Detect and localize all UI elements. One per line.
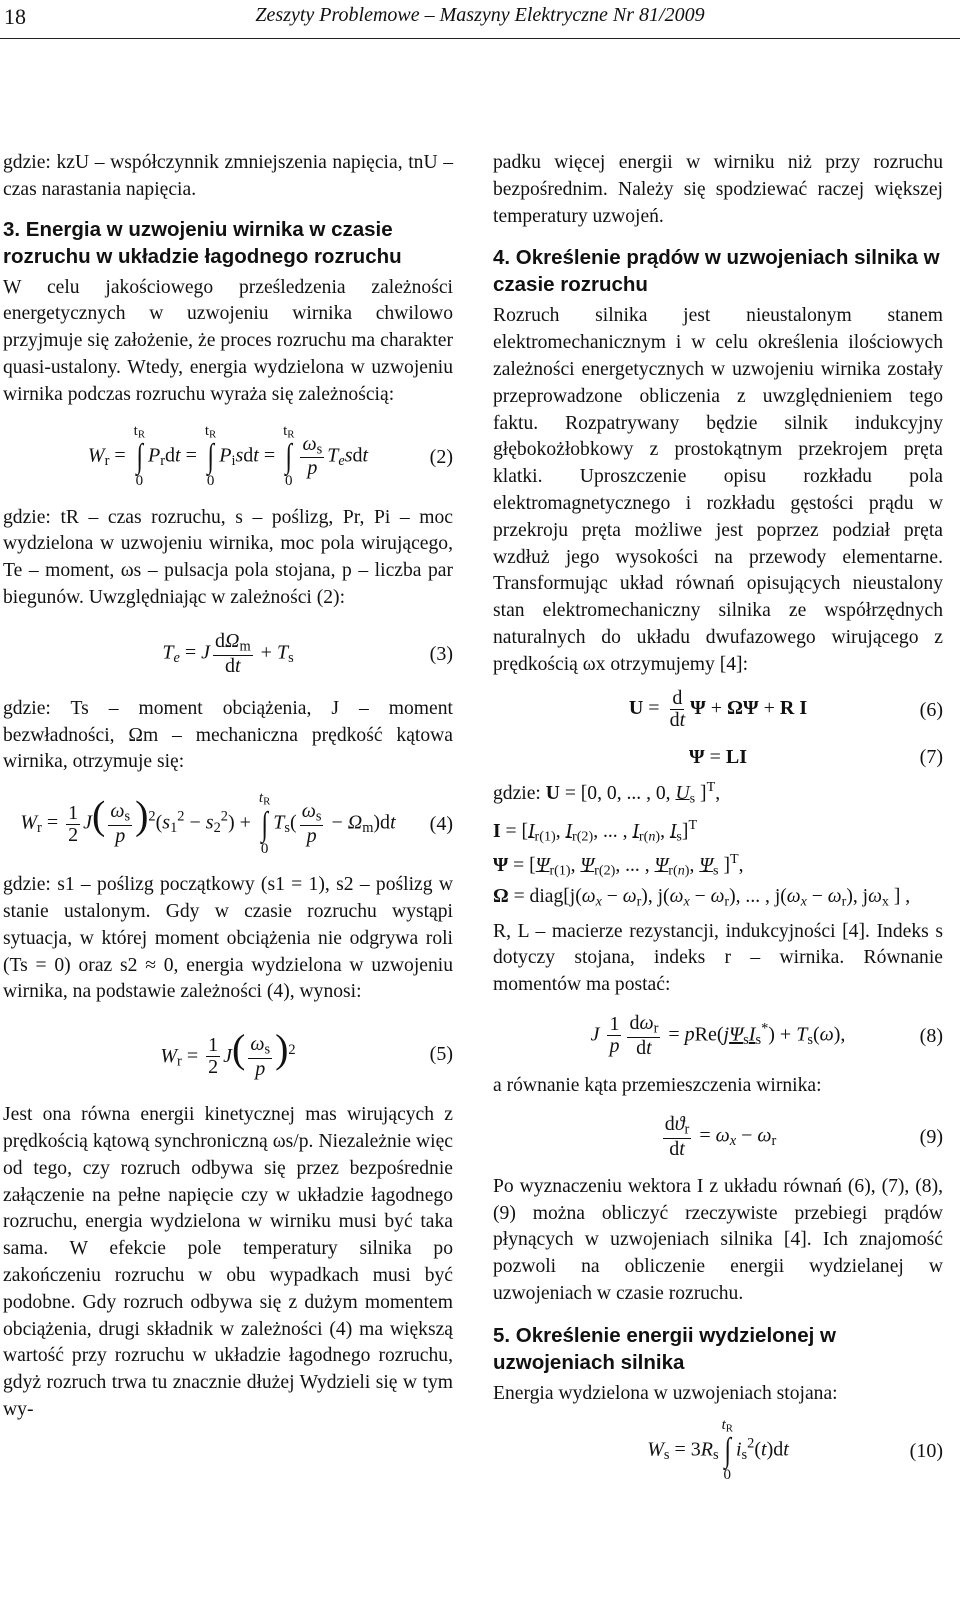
section-heading-3: 3. Energia w uzwojeniu wirnika w czasie rozruchu w układzie łagodnego rozruchu xyxy=(3,217,402,268)
page-header xyxy=(0,0,960,39)
paragraph: Jest ona równa energii kinetycznej mas wirujących z prędkością kątową synchroniczną ωs/p. Niezależnie więc od tego, czy rozruch odbywa się przez bezpośrednie załączenie na pełne napięcie czy w układzie łagodnego rozruchu, energia wydzielona w wirniku musi być taka sama. W efekcie pole temperatury silnika po zakończeniu rozruchu w obu wypadkach musi być podobne. Gdy rozruch odbywa się z dużym momentem obciążenia, drugi składnik w zależności (4) ma większą wartość przy rozruchu w układzie łagodnego rozruchu, gdyż rozruch trwa tu znacznie dłużej Wydzieli się w tym wy- xyxy=(3,1104,453,1420)
equation-number: (4) xyxy=(429,813,453,836)
equation-number: (9) xyxy=(919,1125,943,1148)
equation-4: $W_r$ = $\frac{1}{2}$ J( $\frac{\omega_s}{p}$ )$^2(s_1^2 - s_2^2)$ + $t_R$ ∫ 0 $T_s$( $\frac{\omega_s}{p}$ − $\Omega_m)dt$ (4) xyxy=(20,790,453,857)
equation-number: (5) xyxy=(429,1043,453,1066)
equation-3: $T_e = J$ $\frac{d\Omega_m}{dt}$ + $T_s$ (3) xyxy=(162,629,453,677)
equation-7: Ψ = LI (7) xyxy=(688,745,943,768)
paragraph: gdzie: Ts – moment obciążenia, J – moment bezwładności, Ωm – mechaniczna prędkość kątowa wirnika, otrzymuje się: xyxy=(3,697,453,773)
paragraph: Energia wydzielona w uzwojeniach stojana: xyxy=(493,1382,838,1404)
equation-definitions: gdzie: U = [0, 0, ... , 0, $U_s$ ]$^T$, $I = [I_{r(1)}$, $I_{r(2)}$, ... , $I_{r(n)}$, $I_s]^T$ $\Psi = [\Psi_{r(1)}$, $\Psi_{r(2)}$, ... , $\Psi_{r(n)}$, $\Psi_s$ ]$^T$, $\Omega = diag[j(\omega_x - \omega_r)$, $j(\omega_x - \omega_r)$, ... , $j(\omega_x - \omega_r)$, $j\omega_x$ ] , xyxy=(493,778,911,910)
section-heading-4: 4. Określenie prądów w uzwojeniach silnika w czasie rozruchu xyxy=(493,246,940,297)
paragraph: gdzie: s1 – poślizg początkowy (s1 = 1), s2 – poślizg w stanie ustalonym. Gdy w czasie rozruchu wystąpi sytuacja, w której moment obciążenia nie odgrywa roli (Ts = 0) oraz s2 ≈ 0, energia wydzielona w uzwojeniu wirnika, na podstawie zależności (4), wynosi: xyxy=(3,874,453,1003)
equation-5: $W_r$ = $\frac{1}{2}$ J( $\frac{\omega_s}{p}$ )$^2$ (5) xyxy=(160,1025,453,1080)
paragraph: padku więcej energii w wirniku niż przy rozruchu bezpośrednim. Należy się spodziewać raczej większej temperatury uzwojeń. xyxy=(493,152,943,227)
running-title: Zeszyty Problemowe – Maszyny Elektryczne Nr 81/2009 xyxy=(255,4,705,26)
equation-number: (10) xyxy=(909,1439,943,1462)
paragraph: Po wyznaczeniu wektora I z układu równań (6), (7), (8), (9) można obliczyć rzeczywiste przebiegi prądów płynących w uzwojeniach silnika [4]. Ich znajomość pozwoli na obliczenie energii wydzielanej w uzwojeniach w czasie rozruchu. xyxy=(493,1175,943,1304)
equation-number: (3) xyxy=(429,642,453,665)
paragraph: W celu jakościowego prześledzenia zależności energetycznych w uzwojeniu wirnika chwilowo przyjmuje się założenie, że proces rozruchu ma charakter quasi-ustalony. Wtedy, energia wydzielona w uzwojeniu wirnika podczas rozruchu wyraża się zależnością: xyxy=(3,276,453,405)
equation-number: (6) xyxy=(919,698,943,721)
paragraph: Rozruch silnika jest nieustalonym stanem elektromechanicznym i w celu określenia ilościowych zależności energetycznych w uzwojeniu wirnika zostały przeprowadzone obliczenia z uwzględnieniem tego faktu. Rozpatrywany będzie silnik indukcyjny głębokożłobkowy z prostokątnym przekrojem pręta klatki. Uproszczenie opisu rozkładu pola elektromagnetycznego i rozkładu gęstości prądu w przekroju pręta możliwe jest poprzez podział pręta wzdłuż jego wysokości na przewody elementarne. Transformując układ równań opisujących nieustalony stan elektromechaniczny silnika ze współrzędnych naturalnych do układu dwufazowego wirującego z prędkością ωx otrzymujemy [4]: xyxy=(493,305,943,675)
equation-8: J $\frac{1}{p}$ $\frac{d\omega_r}{dt}$ = $pRe(j\Psi_sI_s^*) + T_s(\omega)$, (8) xyxy=(590,1012,943,1059)
paragraph: a równanie kąta przemieszczenia wirnika: xyxy=(493,1074,822,1096)
right-column xyxy=(493,150,943,1494)
equation-9: $\frac{dϑ_r}{dt}$ = $\omega_x - \omega_r$ (9) xyxy=(664,1112,943,1160)
equation-number: (2) xyxy=(429,445,453,468)
equation-6: U = $\frac{d}{dt}$ Ψ + ΩΨ + R I (6) xyxy=(628,687,943,732)
page-number: 18 xyxy=(4,4,26,29)
left-column xyxy=(3,150,453,1424)
equation-2: $W_r$ = $t_R$ ∫ 0 $P_rdt$ = $t_R$ ∫ 0 $P_isdt$ = $t_R$ ∫ 0 $\frac{\omega_s}{p}$ $T_esdt$ (2) xyxy=(87,422,453,490)
equation-number: (7) xyxy=(919,745,943,768)
equation-10: $W_s = 3R_s$ $t_R$ ∫ 0 $i_s^2(t)dt$ (10) xyxy=(647,1416,943,1484)
paragraph: R, L – macierze rezystancji, indukcyjności [4]. Indeks s dotyczy stojana, indeks r – wirnika. Równanie momentów ma postać: xyxy=(493,920,943,996)
section-heading-5: 5. Określenie energii wydzielonej w uzwojeniach silnika xyxy=(493,1323,836,1374)
paragraph: gdzie: tR – czas rozruchu, s – poślizg, Pr, Pi – moc wydzielona w uzwojeniu wirnika, moc pola wirującego, Te – moment, ωs – pulsacja pola stojana, p – liczba par biegunów. Uwzględniając w zależności (2): xyxy=(3,506,453,608)
equation-number: (8) xyxy=(919,1024,943,1047)
paragraph: gdzie: kzU – współczynnik zmniejszenia napięcia, tnU – czas narastania napięcia. xyxy=(3,152,453,200)
